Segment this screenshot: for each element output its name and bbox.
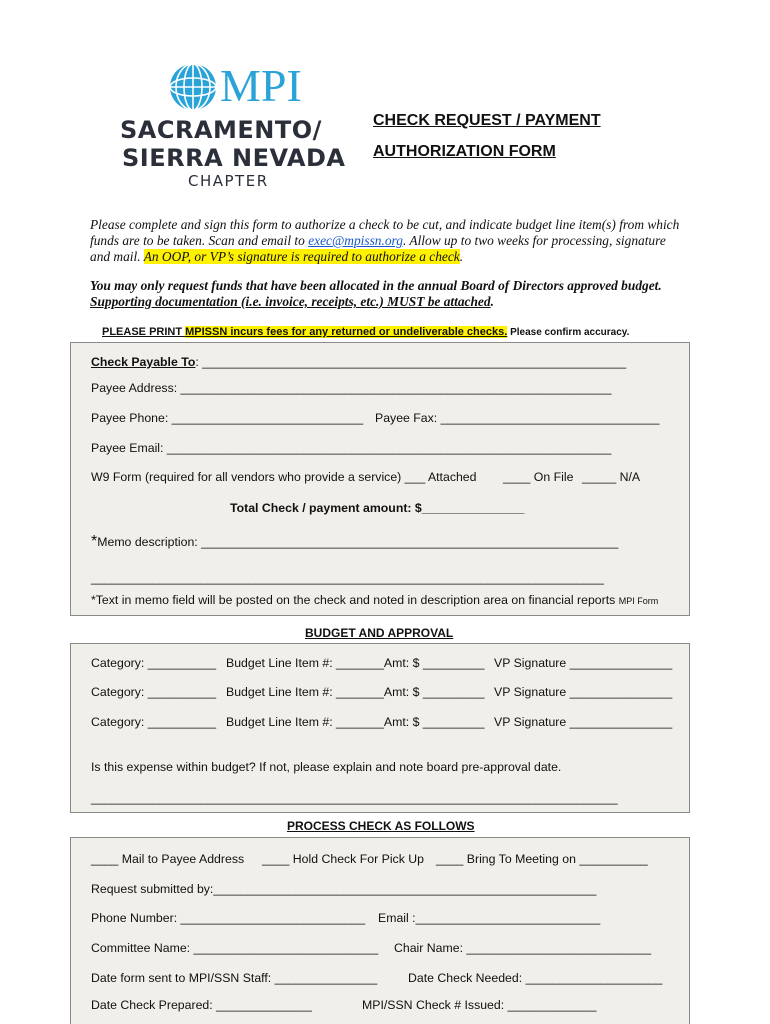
- globe-icon: [168, 62, 218, 112]
- budget-category-1[interactable]: Category: __________: [91, 656, 217, 670]
- budget-end: .: [490, 294, 494, 309]
- budget-line-item-3[interactable]: Budget Line Item #: _______Amt: $ _________: [226, 715, 485, 729]
- check-issued-field[interactable]: MPI/SSN Check # Issued: _____________: [362, 998, 597, 1012]
- print-label: PLEASE PRINT: [102, 326, 186, 338]
- chair-name-field[interactable]: Chair Name: ___________________________: [394, 941, 652, 955]
- phone-number-field[interactable]: Phone Number: ___________________________: [91, 911, 366, 925]
- w9-on-file-option[interactable]: ____ On File: [503, 470, 574, 484]
- check-payable-field[interactable]: : ______________________________________________________________: [195, 355, 627, 369]
- vp-signature-1[interactable]: VP Signature _______________: [494, 656, 673, 670]
- form-title-line1: CHECK REQUEST / PAYMENT: [373, 112, 601, 129]
- email-field[interactable]: Email :___________________________: [378, 911, 601, 925]
- process-heading: PROCESS CHECK AS FOLLOWS: [287, 819, 475, 833]
- signature-requirement: An OOP, or VP’s signature is required to authorize a check: [143, 249, 460, 264]
- logo-mpi-text: MPI: [220, 60, 302, 111]
- total-amount-field[interactable]: Total Check / payment amount: $_______________: [230, 501, 525, 515]
- payee-email-field[interactable]: Payee Email: _________________________________________________________________: [91, 441, 612, 455]
- date-prepared-field[interactable]: Date Check Prepared: ______________: [91, 998, 312, 1012]
- check-payable-row: [91, 355, 626, 369]
- vp-signature-3[interactable]: VP Signature _______________: [494, 715, 673, 729]
- payee-fax-field[interactable]: Payee Fax: ________________________________: [375, 411, 660, 425]
- documentation-requirement: Supporting documentation (i.e. invoice, receipts, etc.) MUST be attached: [90, 294, 491, 309]
- budget-paragraph: [90, 278, 680, 310]
- print-notice: [102, 326, 629, 338]
- memo-line-2[interactable]: ___________________________________________________________________________: [91, 571, 604, 585]
- budget-question: Is this expense within budget? If not, please explain and note board pre-approval date.: [91, 760, 562, 774]
- w9-attached-option[interactable]: W9 Form (required for all vendors who provide a service) ___ Attached: [91, 470, 477, 484]
- committee-name-field[interactable]: Committee Name: ___________________________: [91, 941, 379, 955]
- budget-line-item-1[interactable]: Budget Line Item #: _______Amt: $ _________: [226, 656, 485, 670]
- budget-category-3[interactable]: Category: __________: [91, 715, 217, 729]
- form-title-line2: AUTHORIZATION FORM: [373, 143, 556, 160]
- confirm-accuracy: Please confirm accuracy.: [507, 327, 630, 338]
- logo-line2: SIERRA NEVADA: [122, 144, 346, 172]
- memo-row: [91, 533, 618, 551]
- budget-explanation-field[interactable]: _____________________________________________________________________________: [91, 791, 618, 805]
- budget-line-item-2[interactable]: Budget Line Item #: _______Amt: $ _________: [226, 685, 485, 699]
- intro-paragraph: [90, 217, 680, 265]
- email-link[interactable]: exec@mpissn.org: [308, 233, 403, 248]
- logo-line1: SACRAMENTO/: [120, 116, 322, 144]
- mpi-logo: [120, 62, 350, 192]
- budget-heading: BUDGET AND APPROVAL: [305, 626, 454, 640]
- payee-phone-field[interactable]: Payee Phone: ____________________________: [91, 411, 364, 425]
- memo-field[interactable]: Memo description: _____________________________________________________________: [97, 535, 619, 549]
- memo-asterisk: *: [91, 533, 98, 550]
- intro-end: .: [459, 249, 464, 264]
- intro-text: Please complete and sign this form to authorize a check to be cut, and indicate budget line item(s) from which funds are to be taken. Scan and email to: [90, 217, 680, 248]
- budget-category-2[interactable]: Category: __________: [91, 685, 217, 699]
- intro-text-2: . Allow up to two weeks for processing, signature and mail.: [90, 233, 666, 264]
- memo-note-text: *Text in memo field will be posted on the check and noted in description area on financial reports: [91, 593, 616, 607]
- date-sent-field[interactable]: Date form sent to MPI/SSN Staff: _______________: [91, 971, 378, 985]
- mpi-form-label: MPI Form: [618, 596, 659, 606]
- vp-signature-2[interactable]: VP Signature _______________: [494, 685, 673, 699]
- mail-to-payee-option[interactable]: ____ Mail to Payee Address: [91, 852, 245, 866]
- memo-note: [91, 593, 658, 607]
- logo-line3: CHAPTER: [188, 172, 269, 190]
- check-payable-label: Check Payable To: [91, 355, 196, 369]
- w9-na-option[interactable]: _____ N/A: [582, 470, 641, 484]
- budget-text: You may only request funds that have been allocated in the annual Board of Directors approved budget.: [90, 278, 662, 293]
- payee-address-field[interactable]: Payee Address: _______________________________________________________________: [91, 381, 612, 395]
- date-needed-field[interactable]: Date Check Needed: ____________________: [408, 971, 663, 985]
- bring-to-meeting-option[interactable]: ____ Bring To Meeting on __________: [436, 852, 648, 866]
- request-submitted-field[interactable]: Request submitted by:________________________________________________________: [91, 882, 597, 896]
- fees-warning: MPISSN incurs fees for any returned or undeliverable checks.: [185, 326, 508, 338]
- hold-check-option[interactable]: ____ Hold Check For Pick Up: [262, 852, 424, 866]
